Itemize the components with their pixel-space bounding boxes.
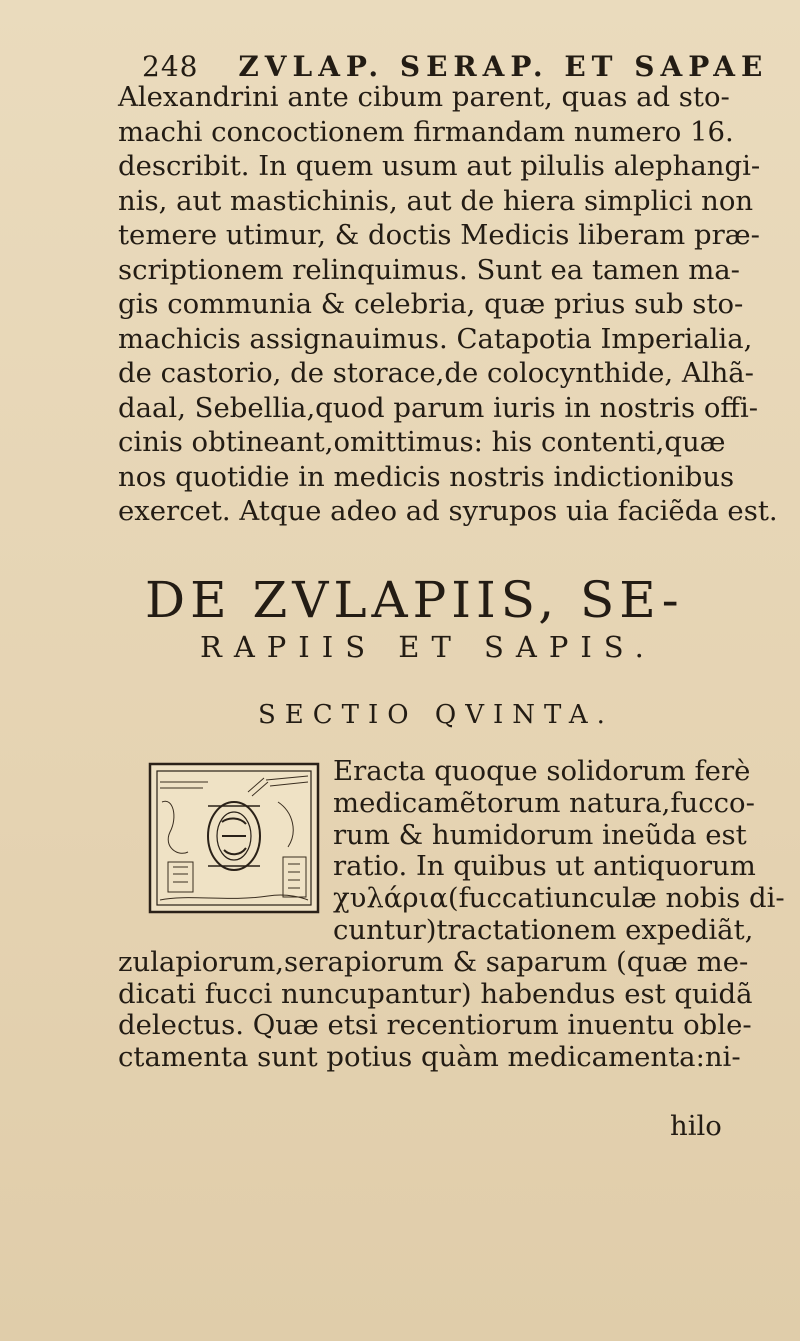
text-line: medicamẽtorum natura,fucco- xyxy=(333,786,755,819)
text-line: cinis obtineant,omittimus: his contenti,quæ xyxy=(118,426,726,458)
text-line: nos quotidie in medicis nostris indictionibus xyxy=(118,460,735,493)
text-line: machicis assignauimus. Catapotia Imperialia, xyxy=(118,322,753,355)
text-line: daal, Sebellia,quod parum iuris in nostris offi- xyxy=(118,391,759,424)
text-line: zulapiorum,serapiorum & saparum (quæ me- xyxy=(118,945,749,978)
section-heading-line2: RAPIIS ET SAPIS. xyxy=(200,630,656,664)
text-line: dicati fucci nuncupantur) habendus est quidã xyxy=(118,977,753,1010)
text-line: rum & humidorum ineũda est xyxy=(333,818,747,851)
text-line: temere utimur, & doctis Medicis liberam præ- xyxy=(118,219,760,251)
text-line: Eracta quoque solidorum ferè xyxy=(333,755,751,787)
text-line: Alexandrini ante cibum parent, quas ad sto- xyxy=(118,81,730,113)
text-line: exercet. Atque adeo ad syrupos uia faciẽda est. xyxy=(118,495,778,527)
text-line: nis, aut mastichinis, aut de hiera simplici non xyxy=(118,184,754,217)
section-text xyxy=(118,755,785,1074)
text-line: ctamenta sunt potius quàm medicamenta:ni- xyxy=(118,1041,741,1074)
text-line: de castorio, de storace,de colocynthide, Alhã- xyxy=(118,357,754,389)
running-head xyxy=(142,50,769,83)
text-line: gis communia & celebria, quæ prius sub sto- xyxy=(118,288,744,320)
text-line: scriptionem relinquimus. Sunt ea tamen ma- xyxy=(118,253,740,286)
text-line: describit. In quem usum aut pilulis alephangi- xyxy=(118,150,761,182)
page-number: 248 xyxy=(142,50,199,83)
text-line: cuntur)tractationem expediãt, xyxy=(333,913,754,946)
catchword: hilo xyxy=(670,1110,722,1142)
text-line: delectus. Quæ etsi recentiorum inuentu oble- xyxy=(118,1009,752,1042)
running-title: ZVLAP. SERAP. ET SAPAE xyxy=(238,50,769,83)
section-number-heading: SECTIO QVINTA. xyxy=(258,700,614,730)
body-text xyxy=(118,80,778,529)
section-heading-line1: DE ZVLAPIIS, SE- xyxy=(145,571,684,629)
text-line: χυλάρια(fuccatiunculæ nobis di- xyxy=(333,882,785,915)
text-line: machi concoctionem firmandam numero 16. xyxy=(118,115,734,148)
text-line: ratio. In quibus ut antiquorum xyxy=(333,850,756,883)
